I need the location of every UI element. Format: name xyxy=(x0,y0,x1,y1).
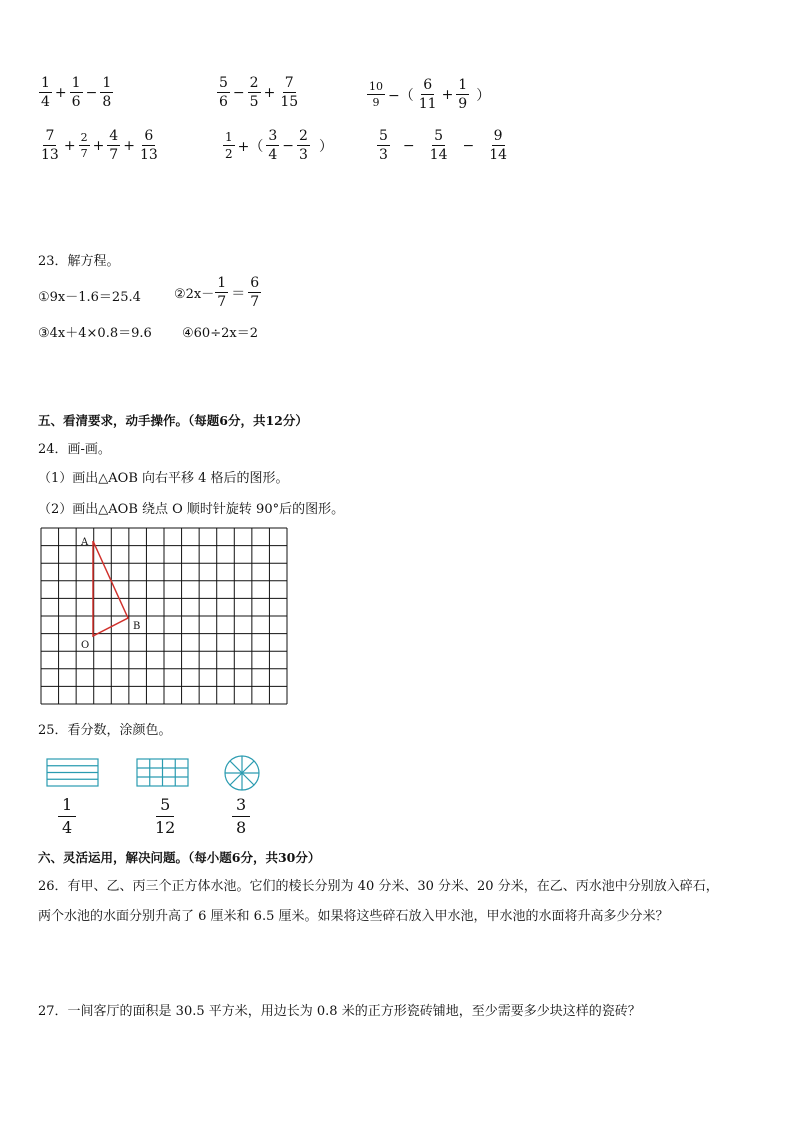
fraction: $\frac{5}{3}$ xyxy=(379,128,388,163)
fraction-rect-quarters xyxy=(46,758,100,788)
fraction: $\frac{5}{14}$ xyxy=(429,128,448,163)
fraction: $\frac{2}{7}$ xyxy=(80,131,88,160)
equation-4: ④60÷2x＝2 xyxy=(182,326,258,341)
equation-2: ②2x－ $\frac{1}{7}$ ＝ $\frac{6}{7}$ xyxy=(174,275,260,310)
calc-expr-5: $\frac{1}{2}$ +（ $\frac{3}{4}$ − $\frac{2}{3}$ ） xyxy=(225,128,333,163)
fraction-rect-twelfths xyxy=(136,758,190,788)
question-26-line-2: 两个水池的水面分别升高了 6 厘米和 6.5 厘米。如果将这些碎石放入甲水池，甲水池的水面将升高多少分米？ xyxy=(38,909,669,924)
fraction-label-3: 3 8 xyxy=(232,797,250,836)
equation-1: ①9x－1.6＝25.4 xyxy=(38,290,141,305)
fraction-label-2: 5 12 xyxy=(155,795,176,837)
section-6-title: 六、灵活运用，解决问题。（每小题6分，共30分） xyxy=(38,850,321,865)
label-o: O xyxy=(81,640,90,651)
fraction: $\frac{2}{5}$ xyxy=(249,75,259,110)
fraction: $\frac{3}{4}$ xyxy=(268,128,278,163)
fraction: $\frac{1}{2}$ xyxy=(225,130,233,161)
section-5-title: 五、看清要求，动手操作。（每题6分，共12分） xyxy=(38,413,308,428)
calc-expr-2: $\frac{5}{6}$ − $\frac{2}{5}$ + $\frac{7}{15}$ xyxy=(219,75,299,110)
question-26-line-1: 26．有甲、乙、丙三个正方体水池。它们的棱长分别为 40 分米、30 分米、20 分米，在乙、丙水池中分别放入碎石， xyxy=(38,879,719,894)
question-23-title: 23．解方程。 xyxy=(38,254,120,269)
question-24-title: 24．画-画。 xyxy=(38,442,111,457)
label-a: A xyxy=(81,537,89,548)
calc-expr-6: $\frac{5}{3}$ − $\frac{5}{14}$ − $\frac{9}{14}$ xyxy=(379,128,508,163)
fraction: $\frac{7}{15}$ xyxy=(280,75,299,110)
calc-expr-1: $\frac{1}{4}$ + $\frac{1}{6}$ − $\frac{1}{8}$ xyxy=(41,75,112,110)
question-24-part-2: （2）画出△AOB 绕点 O 顺时针旋转 90°后的图形。 xyxy=(38,502,345,517)
fraction-circle-eighths xyxy=(223,754,261,792)
fraction: $\frac{1}{7}$ xyxy=(217,275,227,310)
fraction: $\frac{1}{6}$ xyxy=(71,75,81,110)
triangle-aob xyxy=(93,541,128,636)
fraction: $\frac{5}{6}$ xyxy=(219,75,228,110)
fraction: $\frac{9}{14}$ xyxy=(489,128,508,163)
fraction: $\frac{1}{4}$ xyxy=(41,75,50,110)
fraction: $\frac{2}{3}$ xyxy=(299,128,308,163)
question-25-title: 25．看分数，涂颜色。 xyxy=(38,723,172,738)
fraction: $\frac{1}{9}$ xyxy=(458,77,468,112)
fraction-label-1: 1 4 xyxy=(58,797,76,836)
square-grid xyxy=(40,527,288,705)
equation-3: ③4x＋4×0.8＝9.6 xyxy=(38,326,152,341)
question-24-part-1: （1）画出△AOB 向右平移 4 格后的图形。 xyxy=(38,471,289,486)
fraction: $\frac{6}{7}$ xyxy=(250,275,260,310)
calc-expr-3: $\frac{10}{9}$ −（ $\frac{6}{11}$ + $\frac{1}{9}$ ） xyxy=(369,77,491,112)
question-27: 27．一间客厅的面积是 30.5 平方米，用边长为 0.8 米的正方形瓷砖铺地，至少需要多少块这样的瓷砖？ xyxy=(38,1004,641,1019)
fraction: $\frac{6}{13}$ xyxy=(139,128,158,163)
label-b: B xyxy=(133,621,141,632)
fraction: $\frac{1}{8}$ xyxy=(102,75,112,110)
fraction: $\frac{7}{13}$ xyxy=(41,128,59,163)
calc-expr-4: $\frac{7}{13}$ + $\frac{2}{7}$ + $\frac{4}{7}$ + $\frac{6}{13}$ xyxy=(41,128,158,163)
fraction: $\frac{6}{11}$ xyxy=(418,77,437,112)
fraction: $\frac{10}{9}$ xyxy=(369,80,383,109)
fraction: $\frac{4}{7}$ xyxy=(109,128,119,163)
